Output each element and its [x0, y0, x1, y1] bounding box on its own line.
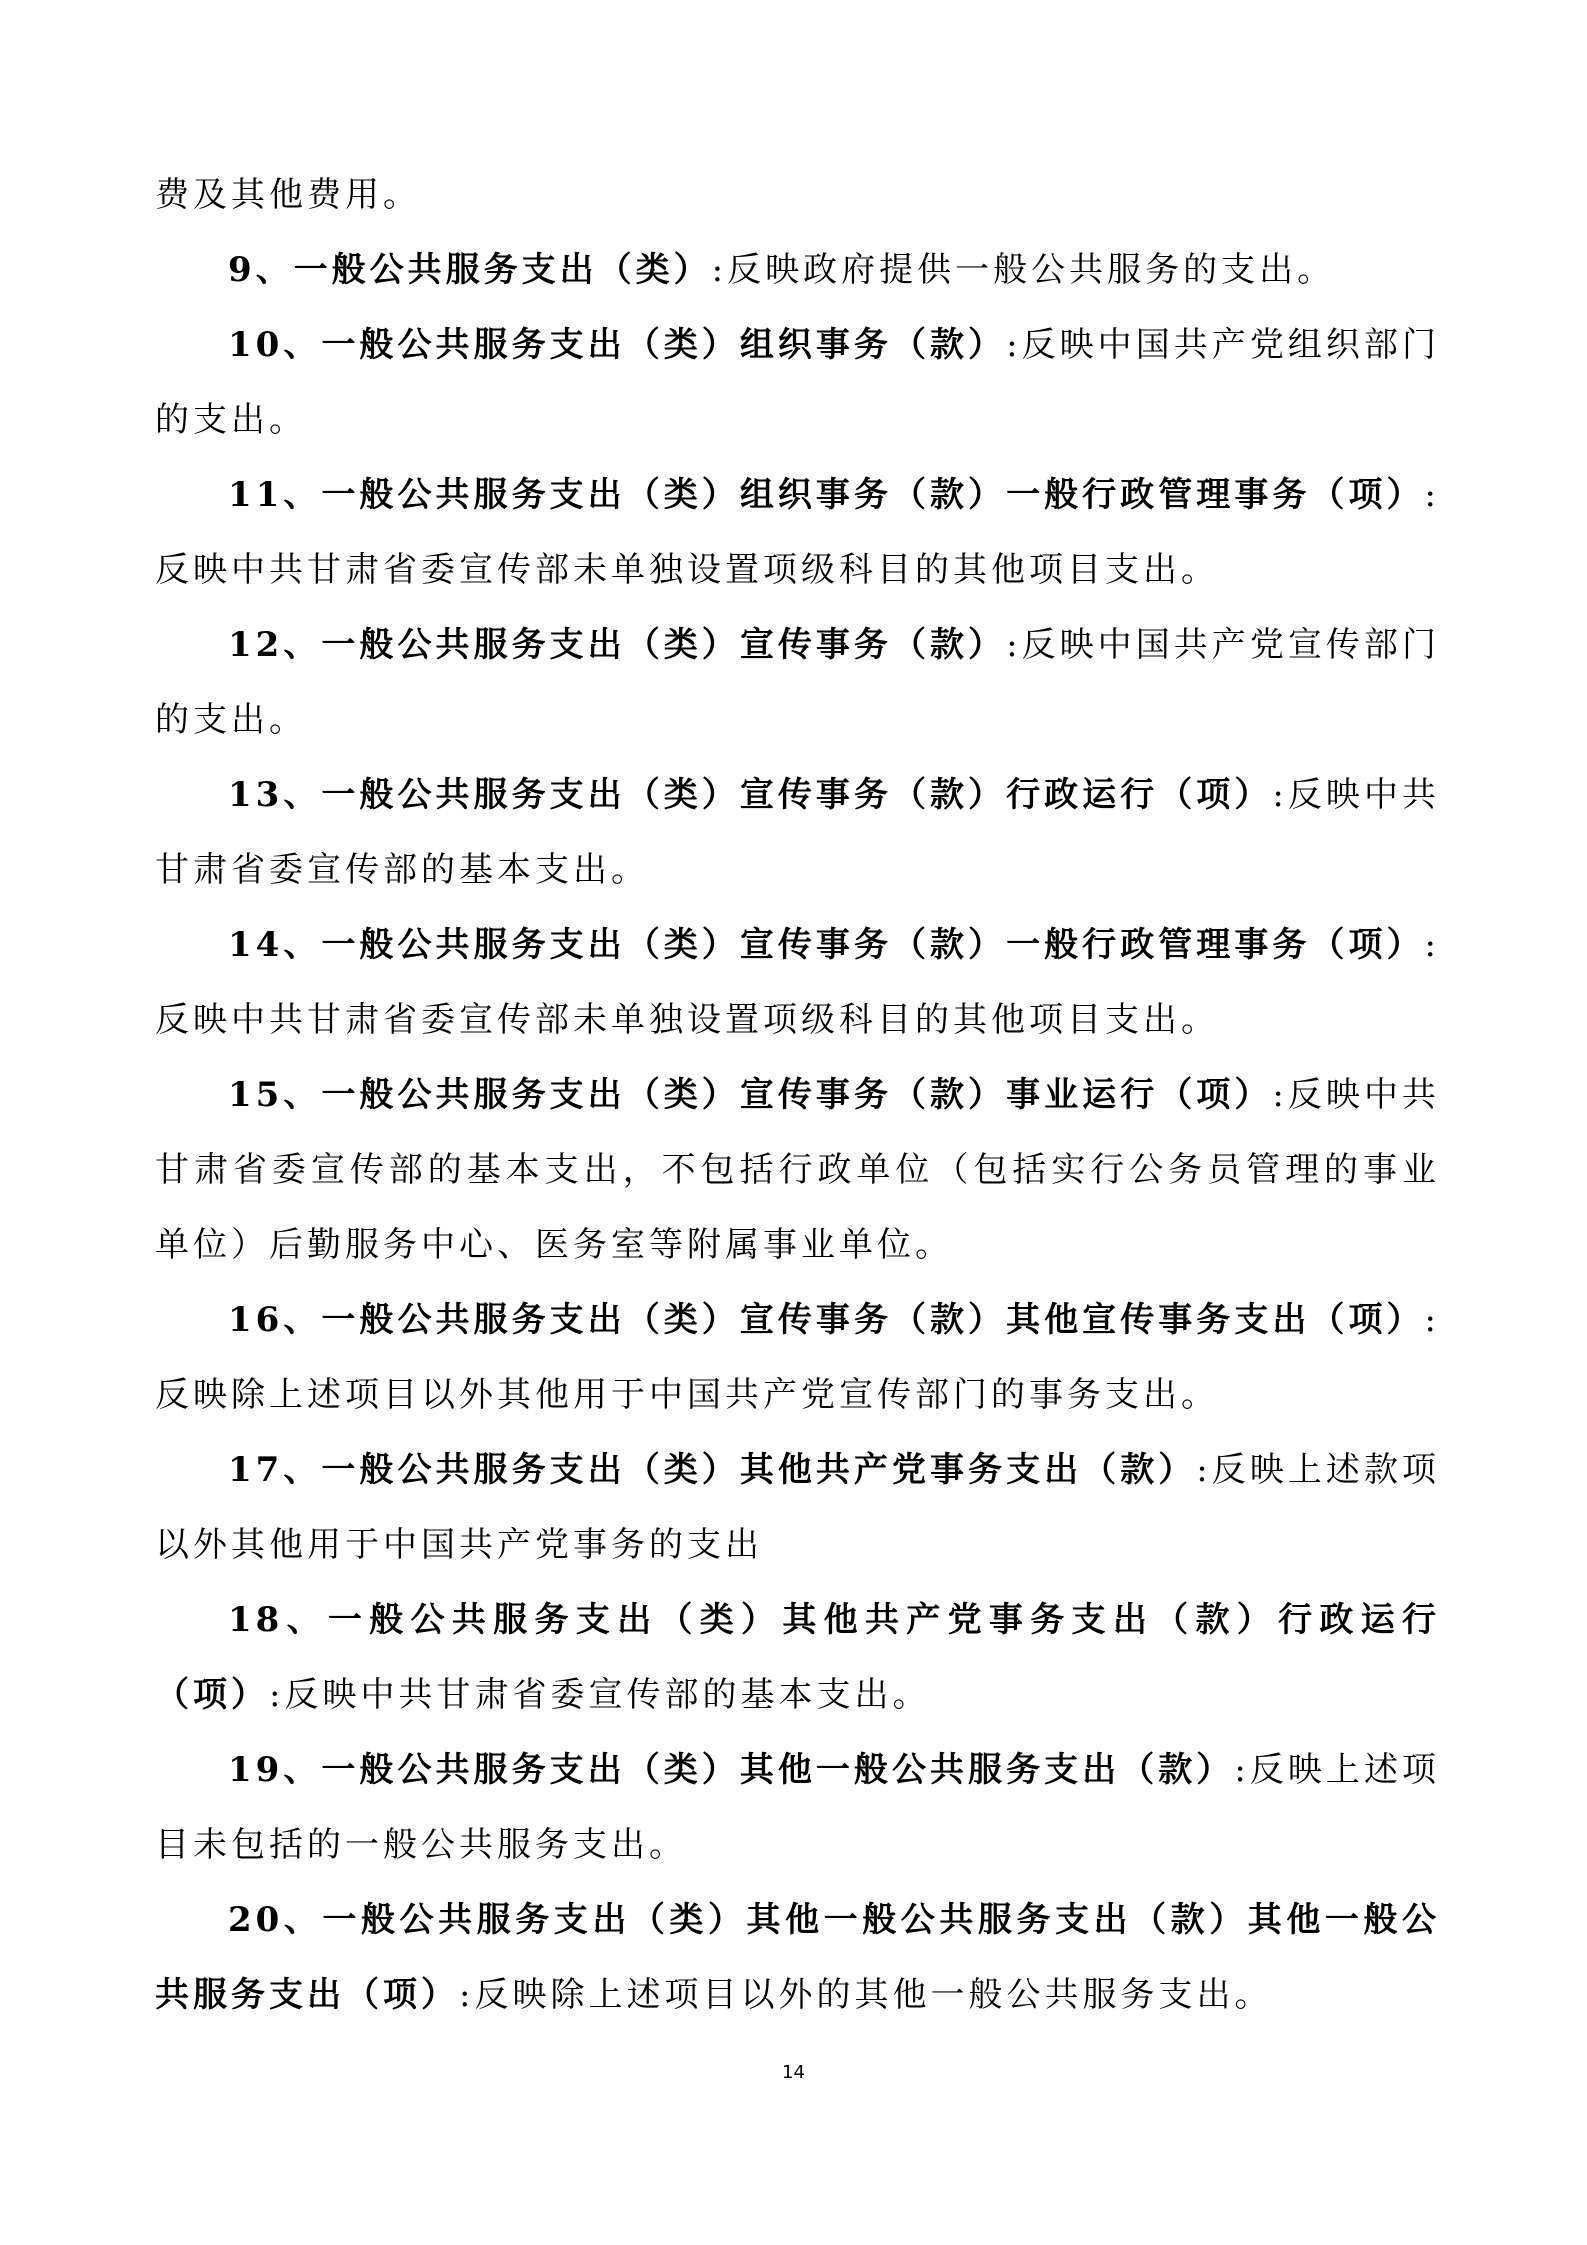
- paragraph-19: [155, 1733, 1440, 1883]
- paragraph-text: :反映中国共产党组织部门的支出。: [155, 325, 1440, 440]
- paragraph-text: :反映中共甘肃省委宣传部的基本支出。: [269, 1675, 931, 1715]
- paragraph-15: [155, 1058, 1440, 1283]
- paragraph-text: :反映中共甘肃省委宣传部的基本支出。: [155, 775, 1440, 890]
- paragraph-9: [155, 233, 1440, 308]
- paragraph-12: [155, 608, 1440, 758]
- paragraph-head: 14、一般公共服务支出（类）宣传事务（款）一般行政管理事务（项）: [228, 925, 1425, 965]
- paragraph-text: :反映除上述项目以外的其他一般公共服务支出。: [459, 1975, 1273, 2015]
- paragraph-text: :反映中共甘肃省委宣传部未单独设置项级科目的其他项目支出。: [155, 475, 1440, 590]
- paragraph-20: [155, 1883, 1440, 2033]
- paragraph-head: 19、一般公共服务支出（类）其他一般公共服务支出（款）: [228, 1750, 1235, 1790]
- paragraph-head: 20、一般公共服务支出（类）其他一般公共服务支出（款）其他一般公共服务支出（项）: [155, 1900, 1440, 2015]
- paragraph-head: 13、一般公共服务支出（类）宣传事务（款）行政运行（项）: [228, 775, 1273, 815]
- paragraph-text: :反映中共甘肃省委宣传部未单独设置项级科目的其他项目支出。: [155, 925, 1440, 1040]
- paragraph-text: 费及其他费用。: [155, 175, 421, 215]
- paragraph-16: [155, 1283, 1440, 1433]
- paragraph-head: 9、一般公共服务支出（类）: [228, 250, 712, 290]
- paragraph-head: 15、一般公共服务支出（类）宣传事务（款）事业运行（项）: [228, 1075, 1273, 1115]
- paragraph-head: 10、一般公共服务支出（类）组织事务（款）: [228, 325, 1007, 365]
- paragraph-18: [155, 1583, 1440, 1733]
- paragraph-10: [155, 308, 1440, 458]
- document-body: [155, 158, 1440, 2033]
- paragraph-13: [155, 758, 1440, 908]
- paragraph-text: :反映上述款项以外其他用于中国共产党事务的支出: [155, 1450, 1440, 1565]
- page-number: 14: [782, 2062, 805, 2083]
- paragraph-head: 17、一般公共服务支出（类）其他共产党事务支出（款）: [228, 1450, 1197, 1490]
- paragraph-0: [155, 158, 1440, 233]
- paragraph-head: 12、一般公共服务支出（类）宣传事务（款）: [228, 625, 1007, 665]
- paragraph-17: [155, 1433, 1440, 1583]
- paragraph-text: :反映中共甘肃省委宣传部的基本支出，不包括行政单位（包括实行公务员管理的事业单位）后勤服务中心、医务室等附属事业单位。: [155, 1075, 1440, 1265]
- paragraph-text: :反映中国共产党宣传部门的支出。: [155, 625, 1440, 740]
- paragraph-text: :反映除上述项目以外其他用于中国共产党宣传部门的事务支出。: [155, 1300, 1440, 1415]
- paragraph-text: :反映上述项目未包括的一般公共服务支出。: [155, 1750, 1440, 1865]
- paragraph-text: :反映政府提供一般公共服务的支出。: [711, 250, 1336, 290]
- paragraph-head: 18、一般公共服务支出（类）其他共产党事务支出（款）行政运行（项）: [155, 1600, 1440, 1715]
- paragraph-11: [155, 458, 1440, 608]
- paragraph-head: 16、一般公共服务支出（类）宣传事务（款）其他宣传事务支出（项）: [228, 1300, 1425, 1340]
- paragraph-head: 11、一般公共服务支出（类）组织事务（款）一般行政管理事务（项）: [228, 475, 1425, 515]
- paragraph-14: [155, 908, 1440, 1058]
